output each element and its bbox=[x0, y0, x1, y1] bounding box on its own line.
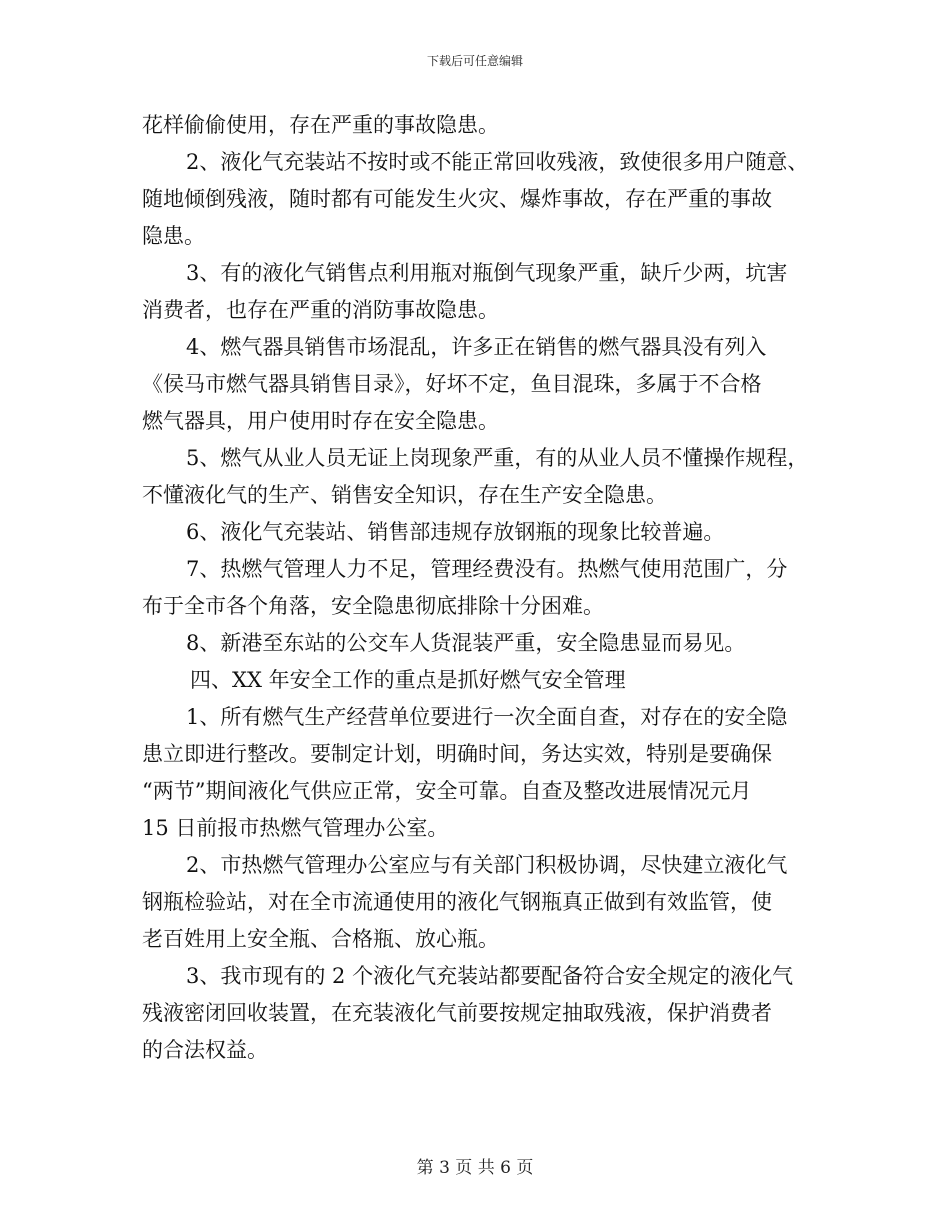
text-line: 5、燃气从业人员无证上岗现象严重，有的从业人员不懂操作规程， bbox=[186, 446, 809, 470]
section-heading: 四、XX 年安全工作的重点是抓好燃气安全管理 bbox=[190, 668, 626, 692]
text-line: 的合法权益。 bbox=[142, 1038, 268, 1062]
text-line: 老百姓用上安全瓶、合格瓶、放心瓶。 bbox=[142, 927, 499, 951]
text-line: 3、有的液化气销售点利用瓶对瓶倒气现象严重，缺斤少两，坑害 bbox=[186, 261, 788, 285]
text-line: 燃气器具，用户使用时存在安全隐患。 bbox=[142, 409, 499, 433]
text-line: 15 日前报市热燃气管理办公室。 bbox=[142, 816, 449, 840]
page-number: 第 3 页 共 6 页 bbox=[416, 1158, 534, 1178]
text-line: 7、热燃气管理人力不足，管理经费没有。热燃气使用范围广，分 bbox=[186, 557, 788, 581]
text-line: 6、液化气充装站、销售部违规存放钢瓶的现象比较普遍。 bbox=[186, 520, 725, 544]
text-line: 《侯马市燃气器具销售目录》，好坏不定，鱼目混珠，多属于不合格 bbox=[142, 372, 762, 396]
document-body bbox=[142, 107, 842, 1069]
text-line: 患立即进行整改。要制定计划，明确时间，务达实效，特别是要确保 bbox=[142, 742, 772, 766]
text-line: 钢瓶检验站，对在全市流通使用的液化气钢瓶真正做到有效监管，使 bbox=[142, 890, 772, 914]
text-line: 布于全市各个角落，安全隐患彻底排除十分困难。 bbox=[142, 594, 604, 618]
text-line: “两节”期间液化气供应正常，安全可靠。自查及整改进展情况元月 bbox=[142, 779, 752, 803]
text-line: 残液密闭回收装置，在充装液化气前要按规定抽取残液，保护消费者 bbox=[142, 1001, 772, 1025]
text-line: 随地倾倒残液，随时都有可能发生火灾、爆炸事故，存在严重的事故 bbox=[142, 187, 772, 211]
text-line: 1、所有燃气生产经营单位要进行一次全面自查，对存在的安全隐 bbox=[186, 705, 788, 729]
text-line: 2、市热燃气管理办公室应与有关部门积极协调，尽快建立液化气 bbox=[186, 853, 788, 877]
text-line: 3、我市现有的 2 个液化气充装站都要配备符合安全规定的液化气 bbox=[186, 964, 794, 988]
text-line: 不懂液化气的生产、销售安全知识，存在生产安全隐患。 bbox=[142, 483, 667, 507]
text-line: 4、燃气器具销售市场混乱，许多正在销售的燃气器具没有列入 bbox=[186, 335, 767, 359]
text-line: 隐患。 bbox=[142, 224, 205, 248]
text-line: 花样偷偷使用，存在严重的事故隐患。 bbox=[142, 113, 499, 137]
page-header: 下载后可任意编辑 bbox=[426, 54, 523, 68]
text-line: 8、新港至东站的公交车人货混装严重，安全隐患显而易见。 bbox=[186, 631, 746, 655]
text-line: 2、液化气充装站不按时或不能正常回收残液，致使很多用户随意、 bbox=[186, 150, 809, 174]
text-line: 消费者，也存在严重的消防事故隐患。 bbox=[142, 298, 499, 322]
